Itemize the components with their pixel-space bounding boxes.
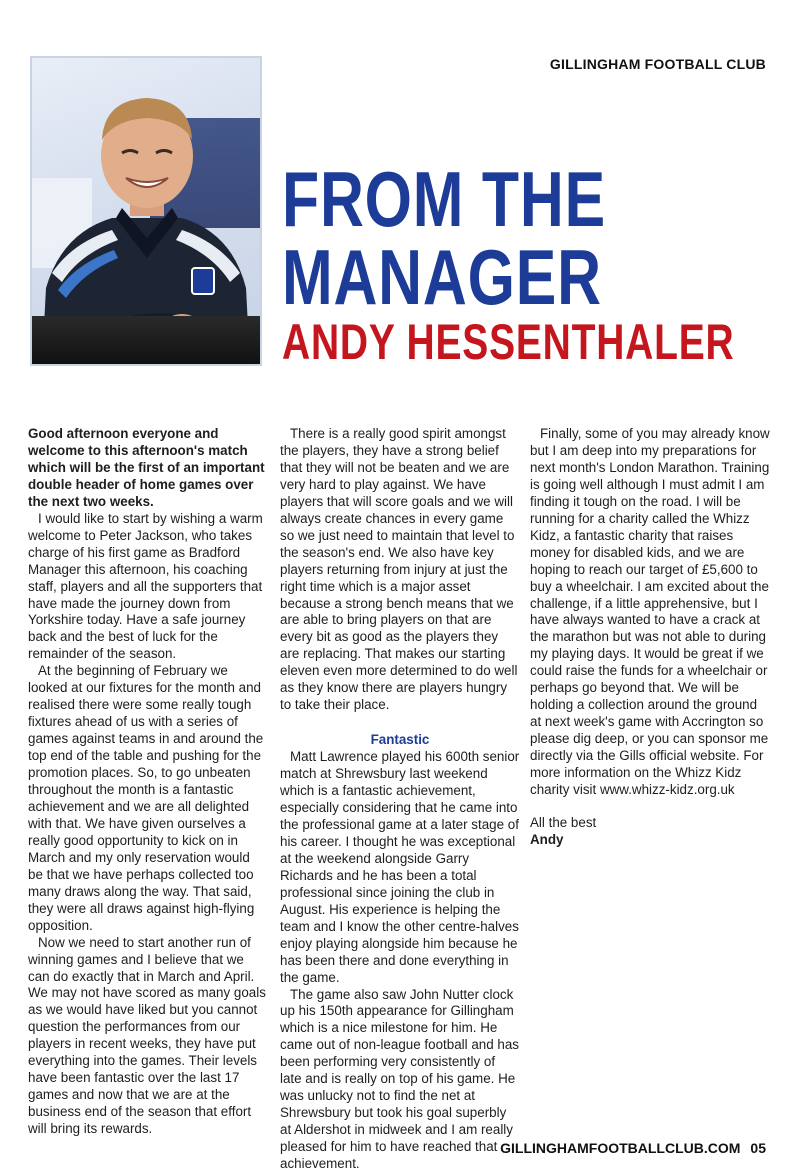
article-column-3 xyxy=(530,426,770,849)
paragraph: The game also saw John Nutter clock up his 150th appearance for Gillingham which is a nice milestone for him. He came out of non-league football and has been performing very consistently of late and is really on top of his game. He was unlucky not to find the net at Shrewsbury but took his goal superbly at Aldershot in midweek and I am really pleased for him to have reached that achievement. xyxy=(280,986,519,1172)
paragraph: There is a really good spirit amongst the players, they have a strong belief that they will not be beaten and we are very hard to play against. We have players that will score goals and we will always create chances in every game so we just need to maintain that level to the season's end. We also have key players returning from injury at just the right time which is a major asset because a strong bench means that we are able to bring players on that are every bit as good as the players they are replacing. That makes our starting eleven even more determined to do well as they know there are players hungry to take their place. xyxy=(280,426,518,713)
paragraph: Matt Lawrence played his 600th senior match at Shrewsbury last weekend which is a fantastic achievement, especially considering that he came into the professional game at a later stage of his career. I thought he was exceptional at the weekend alongside Garry Richards and he has been a total professional since joining the club in August. His experience is helping the team and I know the other centre-halves enjoy playing alongside him because he has been there and done everything in the game. xyxy=(280,749,520,985)
page-footer xyxy=(500,1140,766,1156)
signoff: All the best xyxy=(530,814,597,830)
page-number: 05 xyxy=(750,1140,766,1156)
press-table xyxy=(32,316,260,364)
paragraph: Finally, some of you may already know but I am deep into my preparations for next month's London Marathon. Training is going well although I must admit I am finding it tough on the road. I will be running for a charity called the Whizz Kidz, a fantastic charity that raises money for disabled kids, and we are hoping to reach our target of £5,600 to buy a wheelchair. I am excited about the challenge, if a little apprehensive, but I have always wanted to have a crack at the marathon but was not able to during my playing days. It would be great if we could raise the funds for a wheelchair or perhaps go beyond that. We will be holding a collection around the ground at next week's game with Accrington so please dig deep, or you can sponsor me directly via the Gills official website. For more information on the Whizz Kidz charity visit www.whizz-kidz.org.uk xyxy=(530,426,770,798)
footer-website: GILLINGHAMFOOTBALLCLUB.COM xyxy=(500,1140,741,1156)
signature-name: Andy xyxy=(530,831,564,847)
subheading: Fantastic xyxy=(370,732,430,748)
club-header: GILLINGHAM FOOTBALL CLUB xyxy=(549,56,766,72)
paragraph: At the beginning of February we looked at our fixtures for the month and realised there were some really tough fixtures ahead of us with a series of games against teams in and around the top end of the table and pushing for the promotion places. So, to go unbeaten throughout the month is a fantastic achievement and we are all delighted with that. We have given ourselves a really good opportunity to kick on in March and my only reservation would be that we have perhaps collected too many draws along the way. That said, they were all draws against high-flying opposition. xyxy=(28,663,264,933)
manager-name: ANDY HESSENTHALER xyxy=(282,314,735,370)
title-line-2: MANAGER xyxy=(282,233,602,321)
title-line-1: FROM THE xyxy=(282,155,606,243)
article-column-1 xyxy=(28,426,268,1138)
paragraph: Now we need to start another run of winning games and I believe that we can do exactly that in March and April. We may not have scored as many goals as we would have liked but you cannot question the performances from our players in recent weeks, they have put everything into the games. Their levels have been fantastic over the last 17 games and now that we are at the business end of the season that effort will bring its rewards. xyxy=(28,934,266,1137)
article-column-2 xyxy=(280,426,520,1173)
manager-photo xyxy=(30,56,262,366)
intro-paragraph: Good afternoon everyone and welcome to this afternoon's match which will be the first of an important double header of home games over the next two weeks. xyxy=(28,426,265,509)
paragraph: I would like to start by wishing a warm welcome to Peter Jackson, who takes charge of his first game as Bradford Manager this afternoon, his coaching staff, players and all the supporters that have made the journey down from Yorkshire today. Have a safe journey back and the best of luck for the remainder of the season. xyxy=(28,510,263,662)
